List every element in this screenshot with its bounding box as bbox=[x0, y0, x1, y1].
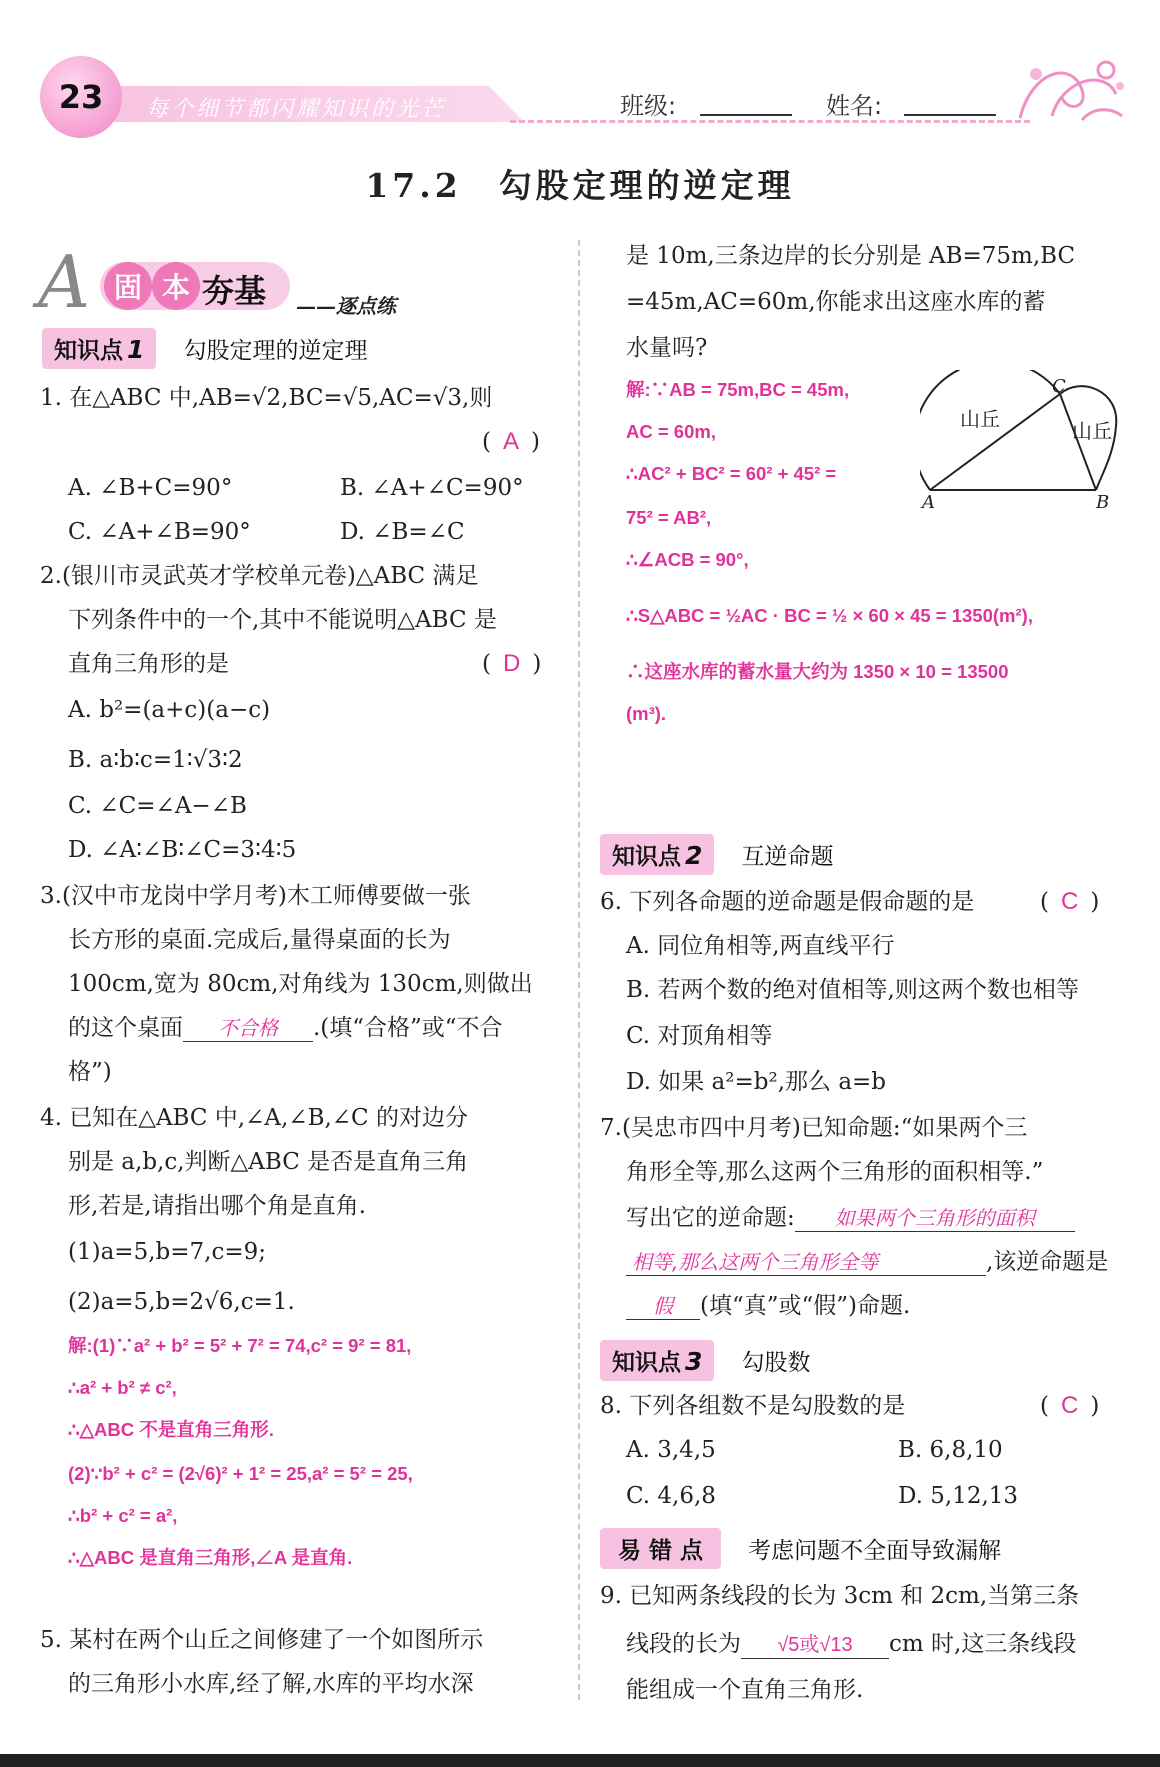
header-dashed-line bbox=[510, 120, 1030, 123]
figure-label-a: A bbox=[922, 492, 935, 510]
q6-option-d: D. 如果 a²=b²,那么 a=b bbox=[626, 1069, 887, 1095]
q1-option-c: C. ∠A+∠B=90° bbox=[68, 519, 251, 545]
q5-line4: =45m,AC=60m,你能求出这座水库的蓄 bbox=[626, 289, 1046, 315]
bottom-edge-bar bbox=[0, 1754, 1160, 1767]
slogan: 每个细节都闪耀知识的光芒 bbox=[146, 97, 447, 122]
q5-solution-line2: AC = 60m, bbox=[626, 421, 716, 442]
kp1-title: 勾股定理的逆定理 bbox=[183, 338, 368, 364]
q5-solution-line4: 75² = AB², bbox=[626, 507, 712, 528]
q1-answer-paren: ( A ) bbox=[482, 428, 540, 455]
kp3-title: 勾股数 bbox=[741, 1350, 811, 1376]
q6-answer: C bbox=[1060, 888, 1079, 915]
q7-line5: 假 (填“真”或“假”)命题. bbox=[626, 1292, 910, 1322]
q7-line1: 7.(吴忠市四中月考)已知命题:“如果两个三 bbox=[600, 1115, 1028, 1141]
q4-solution-line2: ∴a² + b² ≠ c², bbox=[68, 1377, 177, 1398]
q8-answer: C bbox=[1060, 1392, 1079, 1419]
q1-option-b: B. ∠A+∠C=90° bbox=[340, 475, 524, 501]
q5-solution-line5: ∴∠ACB = 90°, bbox=[626, 549, 749, 570]
knowledge-point-3 bbox=[600, 1340, 811, 1381]
q4-solution-line6: ∴△ABC 是直角三角形,∠A 是直角. bbox=[68, 1547, 353, 1568]
section-subtitle: ——逐点练 bbox=[296, 294, 396, 318]
q3-line4: 的这个桌面 不合格 .(填“合格”或“不合 bbox=[68, 1015, 503, 1041]
q2-option-c: C. ∠C=∠A−∠B bbox=[68, 793, 247, 819]
column-divider bbox=[578, 240, 580, 1700]
name-label: 姓名: bbox=[826, 92, 883, 120]
reservoir-figure bbox=[920, 370, 1120, 510]
q3-line1: 3.(汉中市龙岗中学月考)木工师傅要做一张 bbox=[40, 883, 471, 909]
q4-sub1: (1)a=5,b=7,c=9; bbox=[68, 1239, 266, 1265]
section-word: 夯基 bbox=[202, 272, 267, 310]
q9-answer-blank: √5或√13 bbox=[741, 1632, 889, 1659]
section-circle-1: 固 bbox=[104, 262, 152, 310]
q6-stem: 6. 下列各命题的逆命题是假命题的是 bbox=[600, 889, 975, 915]
q5-solution-line6: ∴S△ABC = ½AC · BC = ½ × 60 × 45 = 1350(m²), bbox=[626, 605, 1033, 626]
figure-label-b: B bbox=[1096, 492, 1110, 510]
q1-answer: A bbox=[502, 428, 519, 455]
q2-answer-paren: ( D ) bbox=[482, 650, 542, 677]
kp2-title: 互逆命题 bbox=[741, 844, 834, 870]
q6-answer-paren: ( C ) bbox=[1040, 888, 1100, 915]
q5-line1: 5. 某村在两个山丘之间修建了一个如图所示 bbox=[40, 1627, 484, 1653]
figure-hill-label-2: 山丘 bbox=[1072, 419, 1112, 443]
q2-option-a: A. b²=(a+c)(a−c) bbox=[68, 697, 271, 723]
q4-solution-line4: (2)∵b² + c² = (2√6)² + 1² = 25,a² = 5² = 25, bbox=[68, 1463, 413, 1484]
kp1-tag: 知识点 1 bbox=[42, 328, 156, 369]
q7-line3: 写出它的逆命题: 如果两个三角形的面积 bbox=[626, 1204, 1075, 1234]
section-letter: A bbox=[38, 240, 90, 324]
q4-solution-line1: 解:(1)∵a² + b² = 5² + 7² = 74,c² = 9² = 81, bbox=[68, 1335, 412, 1356]
q6-option-a: A. 同位角相等,两直线平行 bbox=[626, 933, 895, 959]
q9-line3: 能组成一个直角三角形. bbox=[626, 1677, 864, 1703]
q1-option-d: D. ∠B=∠C bbox=[340, 519, 465, 545]
class-label: 班级: bbox=[620, 92, 677, 120]
knowledge-point-2 bbox=[600, 834, 834, 875]
figure-label-c: C bbox=[1052, 376, 1066, 397]
knowledge-point-1 bbox=[42, 328, 368, 369]
figure-hill-label-1: 山丘 bbox=[960, 407, 1000, 431]
q5-line5: 水量吗? bbox=[626, 335, 708, 361]
q8-option-d: D. 5,12,13 bbox=[898, 1483, 1019, 1509]
q7-line4: 相等,那么这两个三角形全等 ,该逆命题是 bbox=[626, 1248, 1108, 1278]
q5-solution-line3: ∴AC² + BC² = 60² + 45² = bbox=[626, 463, 837, 484]
q2-option-d: D. ∠A∶∠B∶∠C=3∶4∶5 bbox=[68, 837, 297, 863]
q8-stem: 8. 下列各组数不是勾股数的是 bbox=[600, 1393, 906, 1419]
q6-option-c: C. 对顶角相等 bbox=[626, 1023, 773, 1049]
kp4-tag: 易 错 点 bbox=[600, 1528, 721, 1569]
kp4-title: 考虑问题不全面导致漏解 bbox=[748, 1538, 1002, 1564]
q1-stem: 1. 在△ABC 中,AB=√2,BC=√5,AC=√3,则 bbox=[40, 385, 493, 411]
page-number: 23 bbox=[40, 56, 122, 138]
q2-line3: 直角三角形的是 bbox=[68, 651, 229, 677]
name-field[interactable] bbox=[904, 94, 996, 116]
q8-option-a: A. 3,4,5 bbox=[626, 1437, 716, 1463]
q5-line2: 的三角形小水库,经了解,水库的平均水深 bbox=[68, 1671, 474, 1697]
q3-line3: 100cm,宽为 80cm,对角线为 130cm,则做出 bbox=[68, 971, 533, 997]
q3-answer-blank: 不合格 bbox=[183, 1015, 313, 1042]
q4-solution-line3: ∴△ABC 不是直角三角形. bbox=[68, 1419, 274, 1440]
q1-option-a: A. ∠B+C=90° bbox=[68, 475, 233, 501]
q9-line2: 线段的长为 √5或√13 cm 时,这三条线段 bbox=[626, 1631, 1077, 1657]
kp3-tag: 知识点 3 bbox=[600, 1340, 714, 1381]
q8-option-b: B. 6,8,10 bbox=[898, 1437, 1003, 1463]
q7-answer-blank-1: 如果两个三角形的面积 bbox=[795, 1205, 1075, 1232]
q4-sub2: (2)a=5,b=2√6,c=1. bbox=[68, 1289, 295, 1315]
q2-answer: D bbox=[502, 650, 521, 677]
flourish-ornament-icon bbox=[1012, 50, 1128, 126]
q5-solution-line7: ∴这座水库的蓄水量大约为 1350 × 10 = 13500 bbox=[626, 661, 1009, 682]
q7-answer-blank-2: 相等,那么这两个三角形全等 bbox=[626, 1249, 986, 1276]
q3-line5: 格”) bbox=[68, 1059, 112, 1085]
q4-line2: 别是 a,b,c,判断△ABC 是否是直角三角 bbox=[68, 1149, 469, 1175]
q2-line1: 2.(银川市灵武英才学校单元卷)△ABC 满足 bbox=[40, 563, 479, 589]
q5-line3: 是 10m,三条边岸的长分别是 AB=75m,BC bbox=[626, 243, 1076, 269]
page-title: 17.2 勾股定理的逆定理 bbox=[365, 166, 795, 205]
q7-answer-blank-3: 假 bbox=[626, 1293, 700, 1320]
q2-option-b: B. a∶b∶c=1∶√3∶2 bbox=[68, 747, 243, 773]
q7-line2: 角形全等,那么这两个三角形的面积相等.” bbox=[626, 1159, 1044, 1185]
q3-line2: 长方形的桌面.完成后,量得桌面的长为 bbox=[68, 927, 451, 953]
q8-answer-paren: ( C ) bbox=[1040, 1392, 1100, 1419]
q2-line2: 下列条件中的一个,其中不能说明△ABC 是 bbox=[68, 607, 497, 633]
class-field[interactable] bbox=[700, 94, 792, 116]
kp2-tag: 知识点 2 bbox=[600, 834, 714, 875]
q4-line1: 4. 已知在△ABC 中,∠A,∠B,∠C 的对边分 bbox=[40, 1105, 468, 1131]
q5-solution-line1: 解:∵AB = 75m,BC = 45m, bbox=[626, 379, 850, 400]
q9-line1: 9. 已知两条线段的长为 3cm 和 2cm,当第三条 bbox=[600, 1583, 1080, 1609]
q6-option-b: B. 若两个数的绝对值相等,则这两个数也相等 bbox=[626, 977, 1079, 1003]
q4-solution-line5: ∴b² + c² = a², bbox=[68, 1505, 178, 1526]
q8-option-c: C. 4,6,8 bbox=[626, 1483, 716, 1509]
error-prone-point bbox=[600, 1528, 1001, 1569]
q4-line3: 形,若是,请指出哪个角是直角. bbox=[68, 1193, 366, 1219]
q5-solution-line8: (m³). bbox=[626, 703, 667, 724]
section-circle-2: 本 bbox=[152, 262, 200, 310]
